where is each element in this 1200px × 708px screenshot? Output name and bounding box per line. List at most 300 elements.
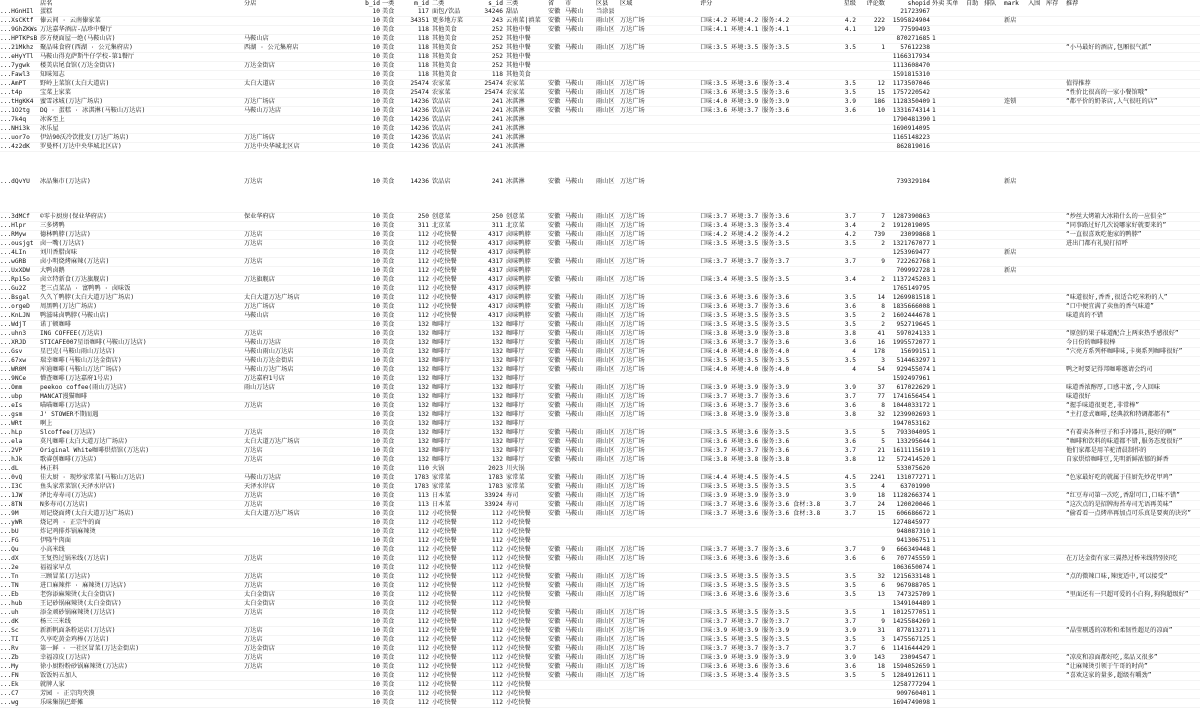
cell-area[interactable]: 万达广场 <box>620 348 645 355</box>
cell-cat3[interactable]: 小吃快餐 <box>506 681 531 688</box>
cell-province[interactable]: 安徽 <box>548 258 561 265</box>
cell-area[interactable]: 万达广场 <box>620 240 645 247</box>
cell-sid[interactable]: 33924 <box>484 501 503 508</box>
cell-bid[interactable]: 10 <box>372 26 380 33</box>
cell-cat1[interactable]: 美食 <box>382 438 395 445</box>
cell-selfserve[interactable] <box>966 519 982 527</box>
cell-branch[interactable]: 万达店 <box>244 663 263 670</box>
cell-selfserve[interactable] <box>966 249 982 257</box>
cell-rating[interactable]: 口味:3.5 环境:3.4 服务:3.5 <box>700 672 790 679</box>
cell-mid[interactable]: 112 <box>417 654 429 661</box>
cell-stock[interactable] <box>1046 267 1068 275</box>
cell-district[interactable] <box>596 125 618 133</box>
cell-district[interactable]: 雨山区 <box>596 98 615 105</box>
cell-shortlist[interactable] <box>1028 654 1044 662</box>
cell-mid[interactable]: 118 <box>417 71 429 78</box>
cell-area[interactable] <box>620 116 698 124</box>
cell-district[interactable]: 雨山区 <box>596 303 615 310</box>
cell-city[interactable] <box>565 267 593 275</box>
cell-stars[interactable]: 3.6 <box>844 663 856 670</box>
cell-cat2[interactable]: 其他美食 <box>432 62 457 69</box>
cell-sid[interactable]: 112 <box>491 663 503 670</box>
cell-area[interactable]: 万达广场 <box>620 384 645 391</box>
cell-cat1[interactable]: 美食 <box>382 528 395 535</box>
cell-name[interactable]: 星巴克(马鞍山雨山万达店) <box>40 348 116 355</box>
cell-shortlist[interactable] <box>1028 178 1044 186</box>
cell-cat1[interactable]: 美食 <box>382 44 395 51</box>
cell-name[interactable]: 德林鸭脖(万达店) <box>40 231 91 238</box>
cell-sid[interactable]: 118 <box>491 71 503 78</box>
cell-name[interactable]: 王记砂锅麻辣烫(太白金街店) <box>40 600 122 607</box>
cell-stars[interactable]: 3.8 <box>844 411 856 418</box>
cell-city[interactable]: 马鞍山 <box>565 330 584 337</box>
cell-rowid[interactable]: ...7k4q <box>0 116 27 123</box>
cell-mid[interactable]: 112 <box>417 564 429 571</box>
cell-takeout[interactable]: 1 <box>932 357 936 364</box>
cell-mark[interactable]: mark <box>1004 0 1019 7</box>
cell-recommend[interactable] <box>1066 699 1200 707</box>
cell-bid[interactable]: 10 <box>372 420 380 427</box>
cell-shopid[interactable]: 21723967 <box>900 8 930 15</box>
cell-shortlist[interactable] <box>1028 35 1044 43</box>
cell-bid[interactable]: 10 <box>372 609 380 616</box>
cell-sid[interactable]: 4317 <box>488 276 503 283</box>
cell-stock[interactable] <box>1046 420 1068 428</box>
cell-rating[interactable]: 口味:4.4 环境:4.5 服务:4.5 <box>700 474 790 481</box>
cell-area[interactable]: 万达广场 <box>620 645 645 652</box>
cell-rowid[interactable]: ...9NCe <box>0 375 27 382</box>
cell-rating[interactable]: 口味:3.9 环境:3.9 服务:3.9 <box>700 384 790 391</box>
cell-reviews[interactable]: 6 <box>881 582 885 589</box>
cell-queue[interactable] <box>984 492 1002 500</box>
cell-selfserve[interactable] <box>966 681 982 689</box>
cell-rowid[interactable]: ...uor7o <box>0 134 30 141</box>
cell-cat1[interactable]: 美食 <box>382 357 395 364</box>
cell-city[interactable]: 马鞍山 <box>565 555 584 562</box>
cell-rowid[interactable]: ...WR0M <box>0 366 27 373</box>
cell-stars[interactable]: 3.5 <box>844 582 856 589</box>
cell-queue[interactable] <box>984 267 1002 275</box>
cell-shopid[interactable]: 1694749098 <box>892 699 930 706</box>
cell-rating[interactable] <box>700 465 830 473</box>
cell-selfserve[interactable] <box>966 636 982 644</box>
cell-cat2[interactable]: 饮品店 <box>432 98 451 105</box>
cell-selfserve[interactable] <box>966 573 982 581</box>
cell-reviews[interactable]: 32 <box>877 411 885 418</box>
cell-shopid[interactable]: 1765149795 <box>892 285 930 292</box>
cell-rowid[interactable]: ...Qu <box>0 546 19 553</box>
cell-pay[interactable] <box>946 591 964 599</box>
cell-sid[interactable]: 252 <box>491 53 503 60</box>
cell-cat3[interactable]: 冰淇淋 <box>506 178 525 185</box>
cell-reviews[interactable]: 9 <box>881 258 885 265</box>
cell-takeout[interactable]: 1 <box>932 636 936 643</box>
cell-rowid[interactable]: ...9GhZKWs <box>0 26 38 33</box>
cell-queue[interactable] <box>984 249 1002 257</box>
cell-bid[interactable]: 10 <box>372 53 380 60</box>
cell-province[interactable]: 安徽 <box>548 44 561 51</box>
cell-pay[interactable] <box>946 582 964 590</box>
cell-shortlist[interactable] <box>1028 321 1044 329</box>
cell-shortlist[interactable] <box>1028 44 1044 52</box>
cell-recommend[interactable] <box>1066 107 1200 115</box>
cell-branch[interactable]: 太白大道万达广场店 <box>244 438 300 445</box>
cell-district[interactable]: 雨山区 <box>596 312 615 319</box>
cell-reviews[interactable] <box>859 600 885 608</box>
cell-cat3[interactable]: 咖啡厅 <box>506 357 525 364</box>
cell-reviews[interactable]: 186 <box>873 98 885 105</box>
cell-recommend[interactable] <box>1066 546 1200 554</box>
cell-recommend[interactable]: “这次点的是招牌海苔寿司无语再美味” <box>1066 501 1173 508</box>
cell-cat1[interactable]: 美食 <box>382 330 395 337</box>
cell-branch[interactable]: 万达店 <box>244 654 263 661</box>
cell-mark[interactable]: 新店 <box>1004 267 1017 274</box>
cell-bid[interactable]: 10 <box>372 143 380 150</box>
cell-recommend[interactable] <box>1066 125 1200 133</box>
cell-stock[interactable] <box>1046 699 1068 707</box>
cell-mid[interactable]: 112 <box>417 627 429 634</box>
cell-queue[interactable] <box>984 53 1002 61</box>
cell-mid[interactable]: 132 <box>417 438 429 445</box>
cell-cat2[interactable]: 小吃快餐 <box>432 285 457 292</box>
cell-province[interactable]: 安徽 <box>548 456 561 463</box>
cell-rowid[interactable]: ...TI <box>0 636 19 643</box>
cell-province[interactable]: 安徽 <box>548 672 561 679</box>
cell-cat3[interactable]: 小吃快餐 <box>506 654 531 661</box>
cell-pay[interactable] <box>946 663 964 671</box>
cell-takeout[interactable]: 1 <box>932 546 936 553</box>
cell-sid[interactable]: 25474 <box>484 80 503 87</box>
cell-shopid[interactable]: 967988705 <box>896 582 930 589</box>
cell-cat1[interactable]: 美食 <box>382 582 395 589</box>
cell-stock[interactable] <box>1046 510 1068 518</box>
cell-rating[interactable] <box>700 134 830 142</box>
cell-bid[interactable]: 10 <box>372 303 380 310</box>
cell-sid[interactable]: 132 <box>491 339 503 346</box>
cell-stars[interactable] <box>830 35 856 43</box>
cell-name[interactable]: DQ · 蛋糕 · 冰淇淋(马鞍山万达店) <box>40 107 146 114</box>
cell-queue[interactable] <box>984 222 1002 230</box>
cell-city[interactable]: 马鞍山 <box>565 8 584 15</box>
cell-selfserve[interactable] <box>966 89 982 97</box>
cell-bid[interactable]: 10 <box>372 429 380 436</box>
cell-pay[interactable] <box>946 357 964 365</box>
cell-area[interactable]: 万达广场 <box>620 357 645 364</box>
cell-bid[interactable]: 10 <box>372 492 380 499</box>
cell-pay[interactable] <box>946 366 964 374</box>
cell-stars[interactable] <box>830 537 856 545</box>
cell-cat3[interactable]: 咖啡厅 <box>506 438 525 445</box>
cell-branch[interactable]: 万达金街店 <box>244 62 275 69</box>
cell-shortlist[interactable] <box>1028 125 1044 133</box>
cell-cat1[interactable]: 美食 <box>382 62 395 69</box>
cell-reviews[interactable] <box>859 249 885 257</box>
cell-recommend[interactable]: “同事路过好几次说哪家好就要来的” <box>1066 222 1167 229</box>
cell-rating[interactable]: 口味:3.6 环境:3.5 服务:3.6 <box>700 89 790 96</box>
cell-area[interactable]: 万达广场 <box>620 618 645 625</box>
cell-area[interactable] <box>620 519 698 527</box>
cell-shopid[interactable]: 1274845977 <box>892 519 930 526</box>
cell-area[interactable]: 万达广场 <box>620 447 645 454</box>
cell-stock[interactable] <box>1046 375 1068 383</box>
cell-reviews[interactable] <box>859 8 885 16</box>
cell-rowid[interactable]: ...Hlpr <box>0 222 27 229</box>
cell-cat3[interactable]: 小吃快餐 <box>506 537 531 544</box>
cell-cat2[interactable]: 小吃快餐 <box>432 600 457 607</box>
cell-queue[interactable] <box>984 375 1002 383</box>
cell-queue[interactable] <box>984 143 1002 151</box>
cell-city[interactable]: 马鞍山 <box>565 654 584 661</box>
cell-area[interactable]: 万达广场 <box>620 591 645 598</box>
cell-stars[interactable] <box>830 71 856 79</box>
cell-cat1[interactable]: 美食 <box>382 213 395 220</box>
cell-pay[interactable] <box>946 492 964 500</box>
cell-cat1[interactable]: 美食 <box>382 510 395 517</box>
cell-bid[interactable]: 10 <box>372 573 380 580</box>
cell-cat2[interactable]: 其他美食 <box>432 53 457 60</box>
cell-district[interactable]: 雨山区 <box>596 492 615 499</box>
cell-shortlist[interactable] <box>1028 294 1044 302</box>
cell-branch[interactable] <box>244 17 362 25</box>
cell-name[interactable]: 鱼头家常菜馆(天泽水岸店) <box>40 483 116 490</box>
cell-takeout[interactable]: 1 <box>932 330 936 337</box>
cell-shopid[interactable]: 77599493 <box>900 26 930 33</box>
cell-cat2[interactable]: 农家菜 <box>432 89 451 96</box>
cell-rating[interactable]: 口味:3.6 环境:3.6 服务:3.6 <box>700 663 790 670</box>
cell-branch[interactable] <box>244 681 362 689</box>
cell-mid[interactable]: 311 <box>417 222 429 229</box>
cell-city[interactable]: 马鞍山 <box>565 636 584 643</box>
cell-city[interactable] <box>565 465 593 473</box>
cell-rowid[interactable]: ...wGRB <box>0 258 27 265</box>
cell-bid[interactable]: 10 <box>372 321 380 328</box>
cell-mid[interactable]: 14236 <box>410 125 429 132</box>
cell-rating[interactable]: 口味:3.8 环境:3.9 服务:3.8 <box>700 330 790 337</box>
cell-rating[interactable]: 口味:3.6 环境:3.7 服务:3.6 <box>700 107 790 114</box>
cell-cat2[interactable]: 咖啡厅 <box>432 357 451 364</box>
cell-recommend[interactable] <box>1066 564 1200 572</box>
cell-stars[interactable] <box>830 600 856 608</box>
cell-cat3[interactable]: 其他中餐 <box>506 53 531 60</box>
cell-province[interactable]: 安徽 <box>548 546 561 553</box>
cell-stock[interactable] <box>1046 600 1068 608</box>
cell-cat2[interactable]: 饮品店 <box>432 116 451 123</box>
cell-mid[interactable]: 118 <box>417 35 429 42</box>
cell-area[interactable]: 区域 <box>620 0 633 7</box>
cell-selfserve[interactable] <box>966 384 982 392</box>
cell-stock[interactable] <box>1046 116 1068 124</box>
cell-mid[interactable]: 112 <box>417 258 429 265</box>
cell-cat2[interactable]: 创意菜 <box>432 213 451 220</box>
cell-selfserve[interactable] <box>966 258 982 266</box>
cell-bid[interactable]: 10 <box>372 44 380 51</box>
cell-branch[interactable]: 西湖 · 公元集府店 <box>244 44 299 51</box>
cell-branch[interactable]: 马鞍山万达金街店 <box>244 357 294 364</box>
cell-shortlist[interactable] <box>1028 465 1044 473</box>
cell-queue[interactable] <box>984 591 1002 599</box>
cell-reviews[interactable]: 2241 <box>870 474 885 481</box>
cell-rating[interactable] <box>700 62 830 70</box>
cell-rowid[interactable]: ...2VP <box>0 447 23 454</box>
cell-mid[interactable]: 112 <box>417 618 429 625</box>
cell-pay[interactable] <box>946 231 964 239</box>
cell-bid[interactable]: 10 <box>372 294 380 301</box>
cell-recommend[interactable] <box>1066 285 1200 293</box>
cell-bid[interactable]: 10 <box>372 555 380 562</box>
cell-rating[interactable] <box>700 285 830 293</box>
cell-reviews[interactable]: 32 <box>877 573 885 580</box>
cell-stars[interactable]: 3.7 <box>844 618 856 625</box>
cell-reviews[interactable]: 6 <box>881 645 885 652</box>
cell-bid[interactable]: 10 <box>372 564 380 571</box>
cell-cat2[interactable]: 小吃快餐 <box>432 699 457 706</box>
cell-selfserve[interactable] <box>966 546 982 554</box>
cell-rowid[interactable]: ...yWR <box>0 519 23 526</box>
cell-cat2[interactable]: 小吃快餐 <box>432 249 457 256</box>
cell-mid[interactable]: 132 <box>417 402 429 409</box>
cell-shopid[interactable]: 1611115619 <box>892 447 930 454</box>
cell-cat3[interactable]: 创意菜 <box>506 213 525 220</box>
cell-name[interactable]: 蛋糕 <box>40 8 53 15</box>
cell-takeout[interactable] <box>932 178 944 186</box>
cell-selfserve[interactable] <box>966 483 982 491</box>
cell-branch[interactable]: 万达店 <box>244 636 263 643</box>
cell-district[interactable]: 雨山区 <box>596 429 615 436</box>
cell-shortlist[interactable] <box>1028 699 1044 707</box>
cell-cat3[interactable]: 其他中餐 <box>506 35 531 42</box>
cell-sid[interactable]: 132 <box>491 438 503 445</box>
cell-recommend[interactable]: “都平价的奶茶店,人气很旺的店” <box>1066 98 1158 105</box>
cell-area[interactable]: 万达广场 <box>620 555 645 562</box>
cell-shortlist[interactable] <box>1028 510 1044 518</box>
cell-cat2[interactable]: 小吃快餐 <box>432 546 457 553</box>
cell-bid[interactable]: b_id <box>365 0 380 7</box>
cell-pay[interactable] <box>946 26 964 34</box>
cell-recommend[interactable]: “穴亮方系列杯咖啡味,卡奥系列咖啡很好” <box>1066 348 1183 355</box>
cell-city[interactable]: 马鞍山 <box>565 483 584 490</box>
cell-shortlist[interactable] <box>1028 258 1044 266</box>
cell-shortlist[interactable] <box>1028 420 1044 428</box>
cell-province[interactable]: 安徽 <box>548 231 561 238</box>
cell-name[interactable]: 伊站90沃冷饮批发(万达广场店) <box>40 134 130 141</box>
cell-rating[interactable] <box>700 420 830 428</box>
cell-area[interactable]: 万达广场 <box>620 609 645 616</box>
cell-rowid[interactable]: ...2e <box>0 564 19 571</box>
cell-sid[interactable]: 1783 <box>488 474 503 481</box>
cell-area[interactable]: 万达广场 <box>620 294 645 301</box>
cell-district[interactable]: 雨山区 <box>596 501 615 508</box>
cell-sid[interactable]: 112 <box>491 645 503 652</box>
cell-area[interactable] <box>620 134 698 142</box>
cell-cat2[interactable]: 小吃快餐 <box>432 510 457 517</box>
cell-shopid[interactable]: 862819016 <box>896 143 930 150</box>
cell-recommend[interactable]: 在万达金街有家三翼热过桥米线特别好吃 <box>1066 555 1178 562</box>
cell-takeout[interactable]: 1 <box>932 573 936 580</box>
cell-area[interactable]: 万达广场 <box>620 17 645 24</box>
cell-rowid[interactable]: ...Bsgal <box>0 294 30 301</box>
cell-cat2[interactable]: 小吃快餐 <box>432 681 457 688</box>
cell-branch[interactable] <box>244 249 362 257</box>
cell-selfserve[interactable] <box>966 456 982 464</box>
cell-district[interactable]: 雨山区 <box>596 366 615 373</box>
cell-takeout[interactable]: 1 <box>932 609 936 616</box>
cell-reviews[interactable] <box>859 564 885 572</box>
cell-cat2[interactable]: 咖啡厅 <box>432 339 451 346</box>
cell-cat1[interactable]: 美食 <box>382 267 395 274</box>
cell-pay[interactable] <box>946 420 964 428</box>
cell-selfserve[interactable] <box>966 98 982 106</box>
cell-shortlist[interactable] <box>1028 456 1044 464</box>
cell-cat3[interactable]: 小吃快餐 <box>506 690 531 697</box>
cell-province[interactable] <box>548 537 566 545</box>
cell-takeout[interactable]: 1 <box>932 591 936 598</box>
cell-rating[interactable]: 口味:3.5 环境:3.6 服务:3.4 <box>700 80 790 87</box>
cell-province[interactable]: 安徽 <box>548 474 561 481</box>
cell-area[interactable]: 万达广场 <box>620 312 645 319</box>
cell-bid[interactable]: 10 <box>372 447 380 454</box>
cell-bid[interactable]: 10 <box>372 89 380 96</box>
cell-queue[interactable] <box>984 420 1002 428</box>
cell-pay[interactable] <box>946 267 964 275</box>
cell-stock[interactable] <box>1046 474 1068 482</box>
cell-stars[interactable]: 3.4 <box>844 276 856 283</box>
cell-reviews[interactable]: 1 <box>881 44 885 51</box>
cell-takeout[interactable]: 外卖 <box>932 0 945 7</box>
cell-selfserve[interactable] <box>966 62 982 70</box>
cell-shortlist[interactable] <box>1028 537 1044 545</box>
cell-sid[interactable]: 241 <box>491 134 503 141</box>
cell-shortlist[interactable] <box>1028 564 1044 572</box>
cell-sid[interactable]: 241 <box>491 143 503 150</box>
cell-branch[interactable] <box>244 672 362 680</box>
cell-mid[interactable]: 132 <box>417 357 429 364</box>
cell-name[interactable]: 店名 <box>40 0 53 7</box>
cell-recommend[interactable] <box>1066 519 1200 527</box>
cell-rating[interactable]: 口味:4.1 环境:4.1 服务:4.1 <box>700 26 790 33</box>
cell-bid[interactable]: 10 <box>372 213 380 220</box>
cell-name[interactable]: 新新帆面条粉运店(万达店) <box>40 627 116 634</box>
cell-cat1[interactable]: 美食 <box>382 98 395 105</box>
cell-stock[interactable] <box>1046 8 1068 16</box>
cell-city[interactable]: 马鞍山 <box>565 258 584 265</box>
cell-area[interactable]: 万达广场 <box>620 582 645 589</box>
cell-branch[interactable]: 马鞍山店 <box>244 35 269 42</box>
cell-shopid[interactable]: 1591815310 <box>892 71 930 78</box>
cell-queue[interactable] <box>984 474 1002 482</box>
cell-branch[interactable] <box>244 411 362 419</box>
cell-recommend[interactable]: 今日份的咖啡很棒 <box>1066 339 1116 346</box>
cell-province[interactable]: 安徽 <box>548 447 561 454</box>
cell-name[interactable]: 卤小明烧烤麻辣(万达店) <box>40 258 110 265</box>
cell-district[interactable] <box>596 564 618 572</box>
cell-pay[interactable] <box>946 456 964 464</box>
cell-mark[interactable]: 新店 <box>1004 249 1017 256</box>
cell-name[interactable]: Slcoffee(万达店) <box>40 429 96 436</box>
cell-stars[interactable]: 3.5 <box>844 483 856 490</box>
cell-shortlist[interactable] <box>1028 330 1044 338</box>
cell-shortlist[interactable] <box>1028 519 1044 527</box>
cell-name[interactable]: 刘川香腊卤味 <box>40 249 78 256</box>
cell-bid[interactable]: 10 <box>372 339 380 346</box>
cell-cat1[interactable]: 美食 <box>382 321 395 328</box>
cell-stock[interactable] <box>1046 690 1068 698</box>
cell-bid[interactable]: 10 <box>372 35 380 42</box>
cell-province[interactable]: 安徽 <box>548 501 561 508</box>
cell-reviews[interactable]: 7 <box>881 213 885 220</box>
cell-reviews[interactable] <box>859 267 885 275</box>
cell-rating[interactable]: 口味:4.2 环境:4.2 服务:4.2 <box>700 17 790 24</box>
cell-cat2[interactable]: 咖啡厅 <box>432 429 451 436</box>
